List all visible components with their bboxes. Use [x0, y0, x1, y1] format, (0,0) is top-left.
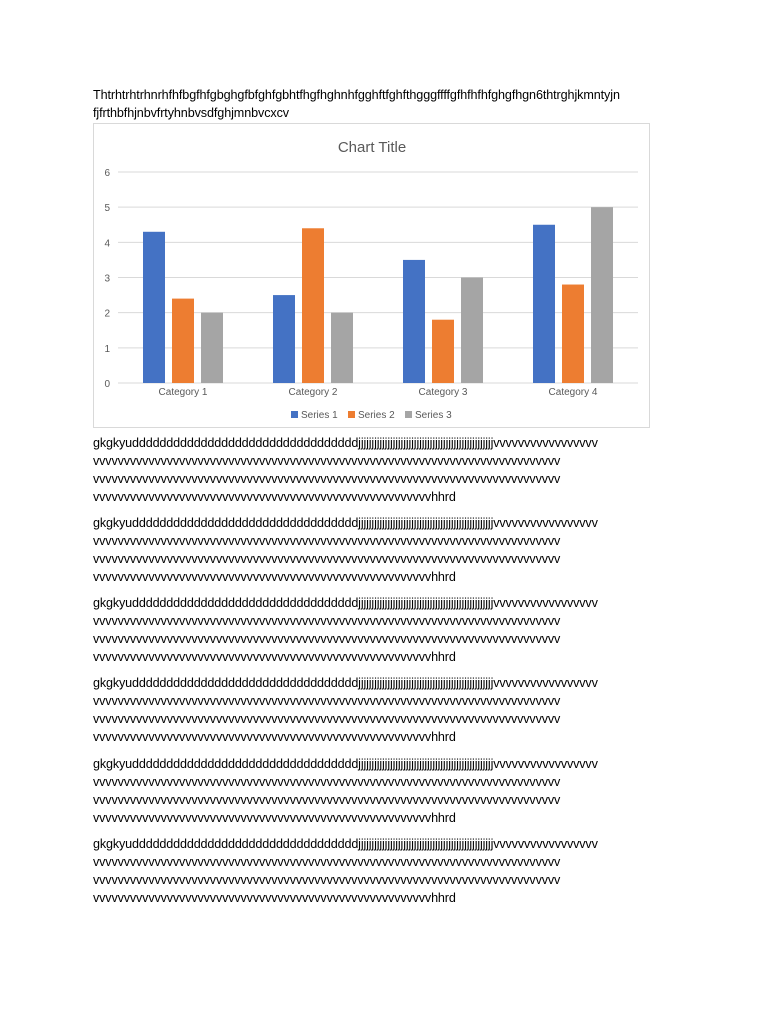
paragraph-line: vvvvvvvvvvvvvvvvvvvvvvvvvvvvvvvvvvvvvvvvvvvvvvvvvvvvvvvvvvvvvvvvvvvvvvvvvvvv: [93, 793, 561, 807]
bar-series-3: [201, 313, 223, 383]
paragraph-line: vvvvvvvvvvvvvvvvvvvvvvvvvvvvvvvvvvvvvvvvvvvvvvvvvvvvvvvvvvvvvvvvvvvvvvvvvvvv: [93, 552, 561, 566]
paragraph-line: vvvvvvvvvvvvvvvvvvvvvvvvvvvvvvvvvvvvvvvvvvvvvvvvvvvvvvvvvvvvvvvvvvvvvvvvvvvv: [93, 472, 561, 486]
intro-line: Thtrhtrhtrhnrhfhfbgfhfgbghgfbfghfgbhtfhgfhghnhfgghftfghfthgggffffgfhfhfhfghgfhgn6thtrghjkmntyjn: [93, 88, 620, 102]
y-tick-label: 5: [104, 203, 110, 215]
x-tick-label: Category 4: [548, 387, 598, 398]
y-tick-label: 0: [104, 379, 110, 390]
legend-swatch: [348, 411, 355, 418]
bar-series-1: [403, 260, 425, 383]
bar-series-3: [461, 278, 483, 384]
bar-series-3: [591, 207, 613, 383]
intro-text: [93, 86, 678, 122]
bar-series-1: [143, 232, 165, 383]
bar-series-2: [562, 285, 584, 383]
y-tick-label: 1: [104, 343, 110, 355]
x-tick-label: Category 3: [418, 387, 468, 398]
paragraph-line: vvvvvvvvvvvvvvvvvvvvvvvvvvvvvvvvvvvvvvvvvvvvvvvvvvvvvvvhhrd: [93, 730, 456, 744]
bar-series-1: [273, 295, 295, 383]
paragraph-line: vvvvvvvvvvvvvvvvvvvvvvvvvvvvvvvvvvvvvvvvvvvvvvvvvvvvvvvvvvvvvvvvvvvvvvvvvvvv: [93, 454, 561, 468]
paragraph-line: vvvvvvvvvvvvvvvvvvvvvvvvvvvvvvvvvvvvvvvvvvvvvvvvvvvvvvvhhrd: [93, 650, 456, 664]
bar-series-2: [432, 320, 454, 383]
body-paragraph: [93, 835, 678, 907]
paragraph-line: gkgkyudddddddddddddddddddddddddddddddddjjjjjjjjjjjjjjjjjjjjjjjjjjjjjjjjjjjjjjjjjjjjjjjjjjjvvvvvvvvvvvvvvvvv: [93, 837, 598, 851]
paragraph-line: gkgkyudddddddddddddddddddddddddddddddddjjjjjjjjjjjjjjjjjjjjjjjjjjjjjjjjjjjjjjjjjjjjjjjjjjjvvvvvvvvvvvvvvvvv: [93, 516, 598, 530]
paragraph-line: gkgkyudddddddddddddddddddddddddddddddddjjjjjjjjjjjjjjjjjjjjjjjjjjjjjjjjjjjjjjjjjjjjjjjjjjjvvvvvvvvvvvvvvvvv: [93, 757, 598, 771]
paragraph-line: gkgkyudddddddddddddddddddddddddddddddddjjjjjjjjjjjjjjjjjjjjjjjjjjjjjjjjjjjjjjjjjjjjjjjjjjjvvvvvvvvvvvvvvvvv: [93, 596, 598, 610]
legend-label: Series 3: [415, 410, 452, 421]
body-paragraph: [93, 434, 678, 506]
body-paragraph: [93, 674, 678, 746]
x-tick-label: Category 1: [158, 387, 208, 398]
paragraph-line: vvvvvvvvvvvvvvvvvvvvvvvvvvvvvvvvvvvvvvvvvvvvvvvvvvvvvvvhhrd: [93, 811, 456, 825]
legend-swatch: [405, 411, 412, 418]
paragraph-line: vvvvvvvvvvvvvvvvvvvvvvvvvvvvvvvvvvvvvvvvvvvvvvvvvvvvvvvvvvvvvvvvvvvvvvvvvvvv: [93, 873, 561, 887]
paragraph-line: gkgkyudddddddddddddddddddddddddddddddddjjjjjjjjjjjjjjjjjjjjjjjjjjjjjjjjjjjjjjjjjjjjjjjjjjjvvvvvvvvvvvvvvvvv: [93, 436, 598, 450]
bar-series-3: [331, 313, 353, 383]
paragraph-line: vvvvvvvvvvvvvvvvvvvvvvvvvvvvvvvvvvvvvvvvvvvvvvvvvvvvvvvvvvvvvvvvvvvvvvvvvvvv: [93, 614, 561, 628]
chart-title: Chart Title: [337, 139, 407, 156]
y-tick-label: 6: [104, 168, 110, 179]
paragraph-line: vvvvvvvvvvvvvvvvvvvvvvvvvvvvvvvvvvvvvvvvvvvvvvvvvvvvvvvvvvvvvvvvvvvvvvvvvvvv: [93, 855, 561, 869]
y-tick-label: 4: [104, 238, 110, 250]
paragraph-line: gkgkyudddddddddddddddddddddddddddddddddjjjjjjjjjjjjjjjjjjjjjjjjjjjjjjjjjjjjjjjjjjjjjjjjjjjvvvvvvvvvvvvvvvvv: [93, 676, 598, 690]
x-tick-label: Category 2: [288, 387, 338, 398]
intro-line: fjfrthbfhjnbvfrtyhnbvsdfghjmnbvcxcv: [93, 106, 289, 120]
chart-container[interactable]: [93, 123, 650, 428]
bar-series-2: [172, 299, 194, 383]
body-paragraph: [93, 594, 678, 666]
bar-series-1: [533, 225, 555, 383]
paragraph-line: vvvvvvvvvvvvvvvvvvvvvvvvvvvvvvvvvvvvvvvvvvvvvvvvvvvvvvvvvvvvvvvvvvvvvvvvvvvv: [93, 712, 561, 726]
legend-label: Series 1: [301, 410, 338, 421]
paragraph-line: vvvvvvvvvvvvvvvvvvvvvvvvvvvvvvvvvvvvvvvvvvvvvvvvvvvvvvvvvvvvvvvvvvvvvvvvvvvv: [93, 775, 561, 789]
paragraph-line: vvvvvvvvvvvvvvvvvvvvvvvvvvvvvvvvvvvvvvvvvvvvvvvvvvvvvvvvvvvvvvvvvvvvvvvvvvvv: [93, 632, 561, 646]
legend-swatch: [291, 411, 298, 418]
paragraph-line: vvvvvvvvvvvvvvvvvvvvvvvvvvvvvvvvvvvvvvvvvvvvvvvvvvvvvvvvvvvvvvvvvvvvvvvvvvvv: [93, 694, 561, 708]
paragraph-line: vvvvvvvvvvvvvvvvvvvvvvvvvvvvvvvvvvvvvvvvvvvvvvvvvvvvvvvvvvvvvvvvvvvvvvvvvvvv: [93, 534, 561, 548]
legend-label: Series 2: [358, 410, 395, 421]
bar-chart: [94, 124, 651, 429]
paragraph-line: vvvvvvvvvvvvvvvvvvvvvvvvvvvvvvvvvvvvvvvvvvvvvvvvvvvvvvvhhrd: [93, 891, 456, 905]
y-tick-label: 3: [104, 273, 110, 285]
paragraph-line: vvvvvvvvvvvvvvvvvvvvvvvvvvvvvvvvvvvvvvvvvvvvvvvvvvvvvvvhhrd: [93, 570, 456, 584]
bar-series-2: [302, 228, 324, 383]
y-tick-label: 2: [104, 308, 110, 320]
paragraph-line: vvvvvvvvvvvvvvvvvvvvvvvvvvvvvvvvvvvvvvvvvvvvvvvvvvvvvvvhhrd: [93, 490, 456, 504]
body-paragraph: [93, 514, 678, 586]
body-paragraph: [93, 755, 678, 827]
